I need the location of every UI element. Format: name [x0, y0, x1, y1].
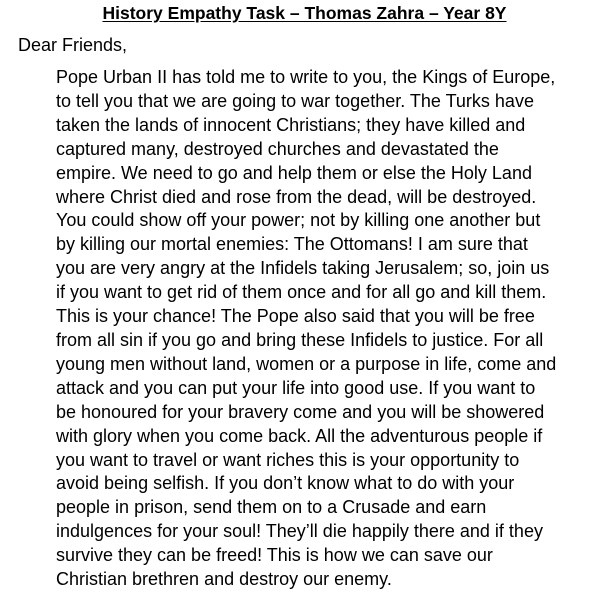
body-line: captured many, destroyed churches and devastated the	[56, 138, 499, 159]
body-line: where Christ died and rose from the dead, will be destroyed.	[56, 186, 537, 207]
body-line: people in prison, send them on to a Crusade and earn	[56, 497, 487, 518]
body-line: by killing our mortal enemies: The Ottomans! I am sure that	[56, 234, 528, 255]
body-line: empire. We need to go and help them or else the Holy Land	[56, 162, 532, 183]
body-line: This is your chance! The Pope also said that you will be free	[56, 306, 535, 327]
body-line: young men without land, women or a purpose in life, come and	[56, 353, 557, 374]
body-line: attack and you can put your life into good use. If you want to	[56, 377, 536, 398]
body-line: You could show off your power; not by killing one another but	[56, 210, 541, 231]
body-line: to tell you that we are going to war together. The Turks have	[56, 90, 534, 111]
body-line: Pope Urban II has told me to write to you, the Kings of Europe,	[56, 67, 556, 87]
letter-body	[56, 66, 556, 592]
body-line: taken the lands of innocent Christians; they have killed and	[56, 114, 526, 135]
body-line: indulgences for your soul! They’ll die happily there and if they	[56, 521, 543, 542]
body-line: avoid being selfish. If you don’t know what to do with your	[56, 473, 515, 494]
body-line: you are very angry at the Infidels taking Jerusalem; so, join us	[56, 258, 550, 279]
body-line: Christian brethren and destroy our enemy.	[56, 569, 392, 590]
body-line: you want to travel or want riches this is your opportunity to	[56, 449, 520, 470]
body-line: if you want to get rid of them once and for all go and kill them.	[56, 282, 547, 303]
letter-salutation: Dear Friends,	[18, 35, 128, 55]
body-line: from all sin if you go and bring these Infidels to justice. For all	[56, 329, 544, 350]
body-line: be honoured for your bravery come and you will be showered	[56, 401, 545, 422]
body-line: survive they can be freed! This is how we can save our	[56, 545, 493, 566]
body-line: with glory when you come back. All the adventurous people if	[56, 425, 543, 446]
document-title: History Empathy Task – Thomas Zahra – Year 8Y	[102, 3, 507, 23]
